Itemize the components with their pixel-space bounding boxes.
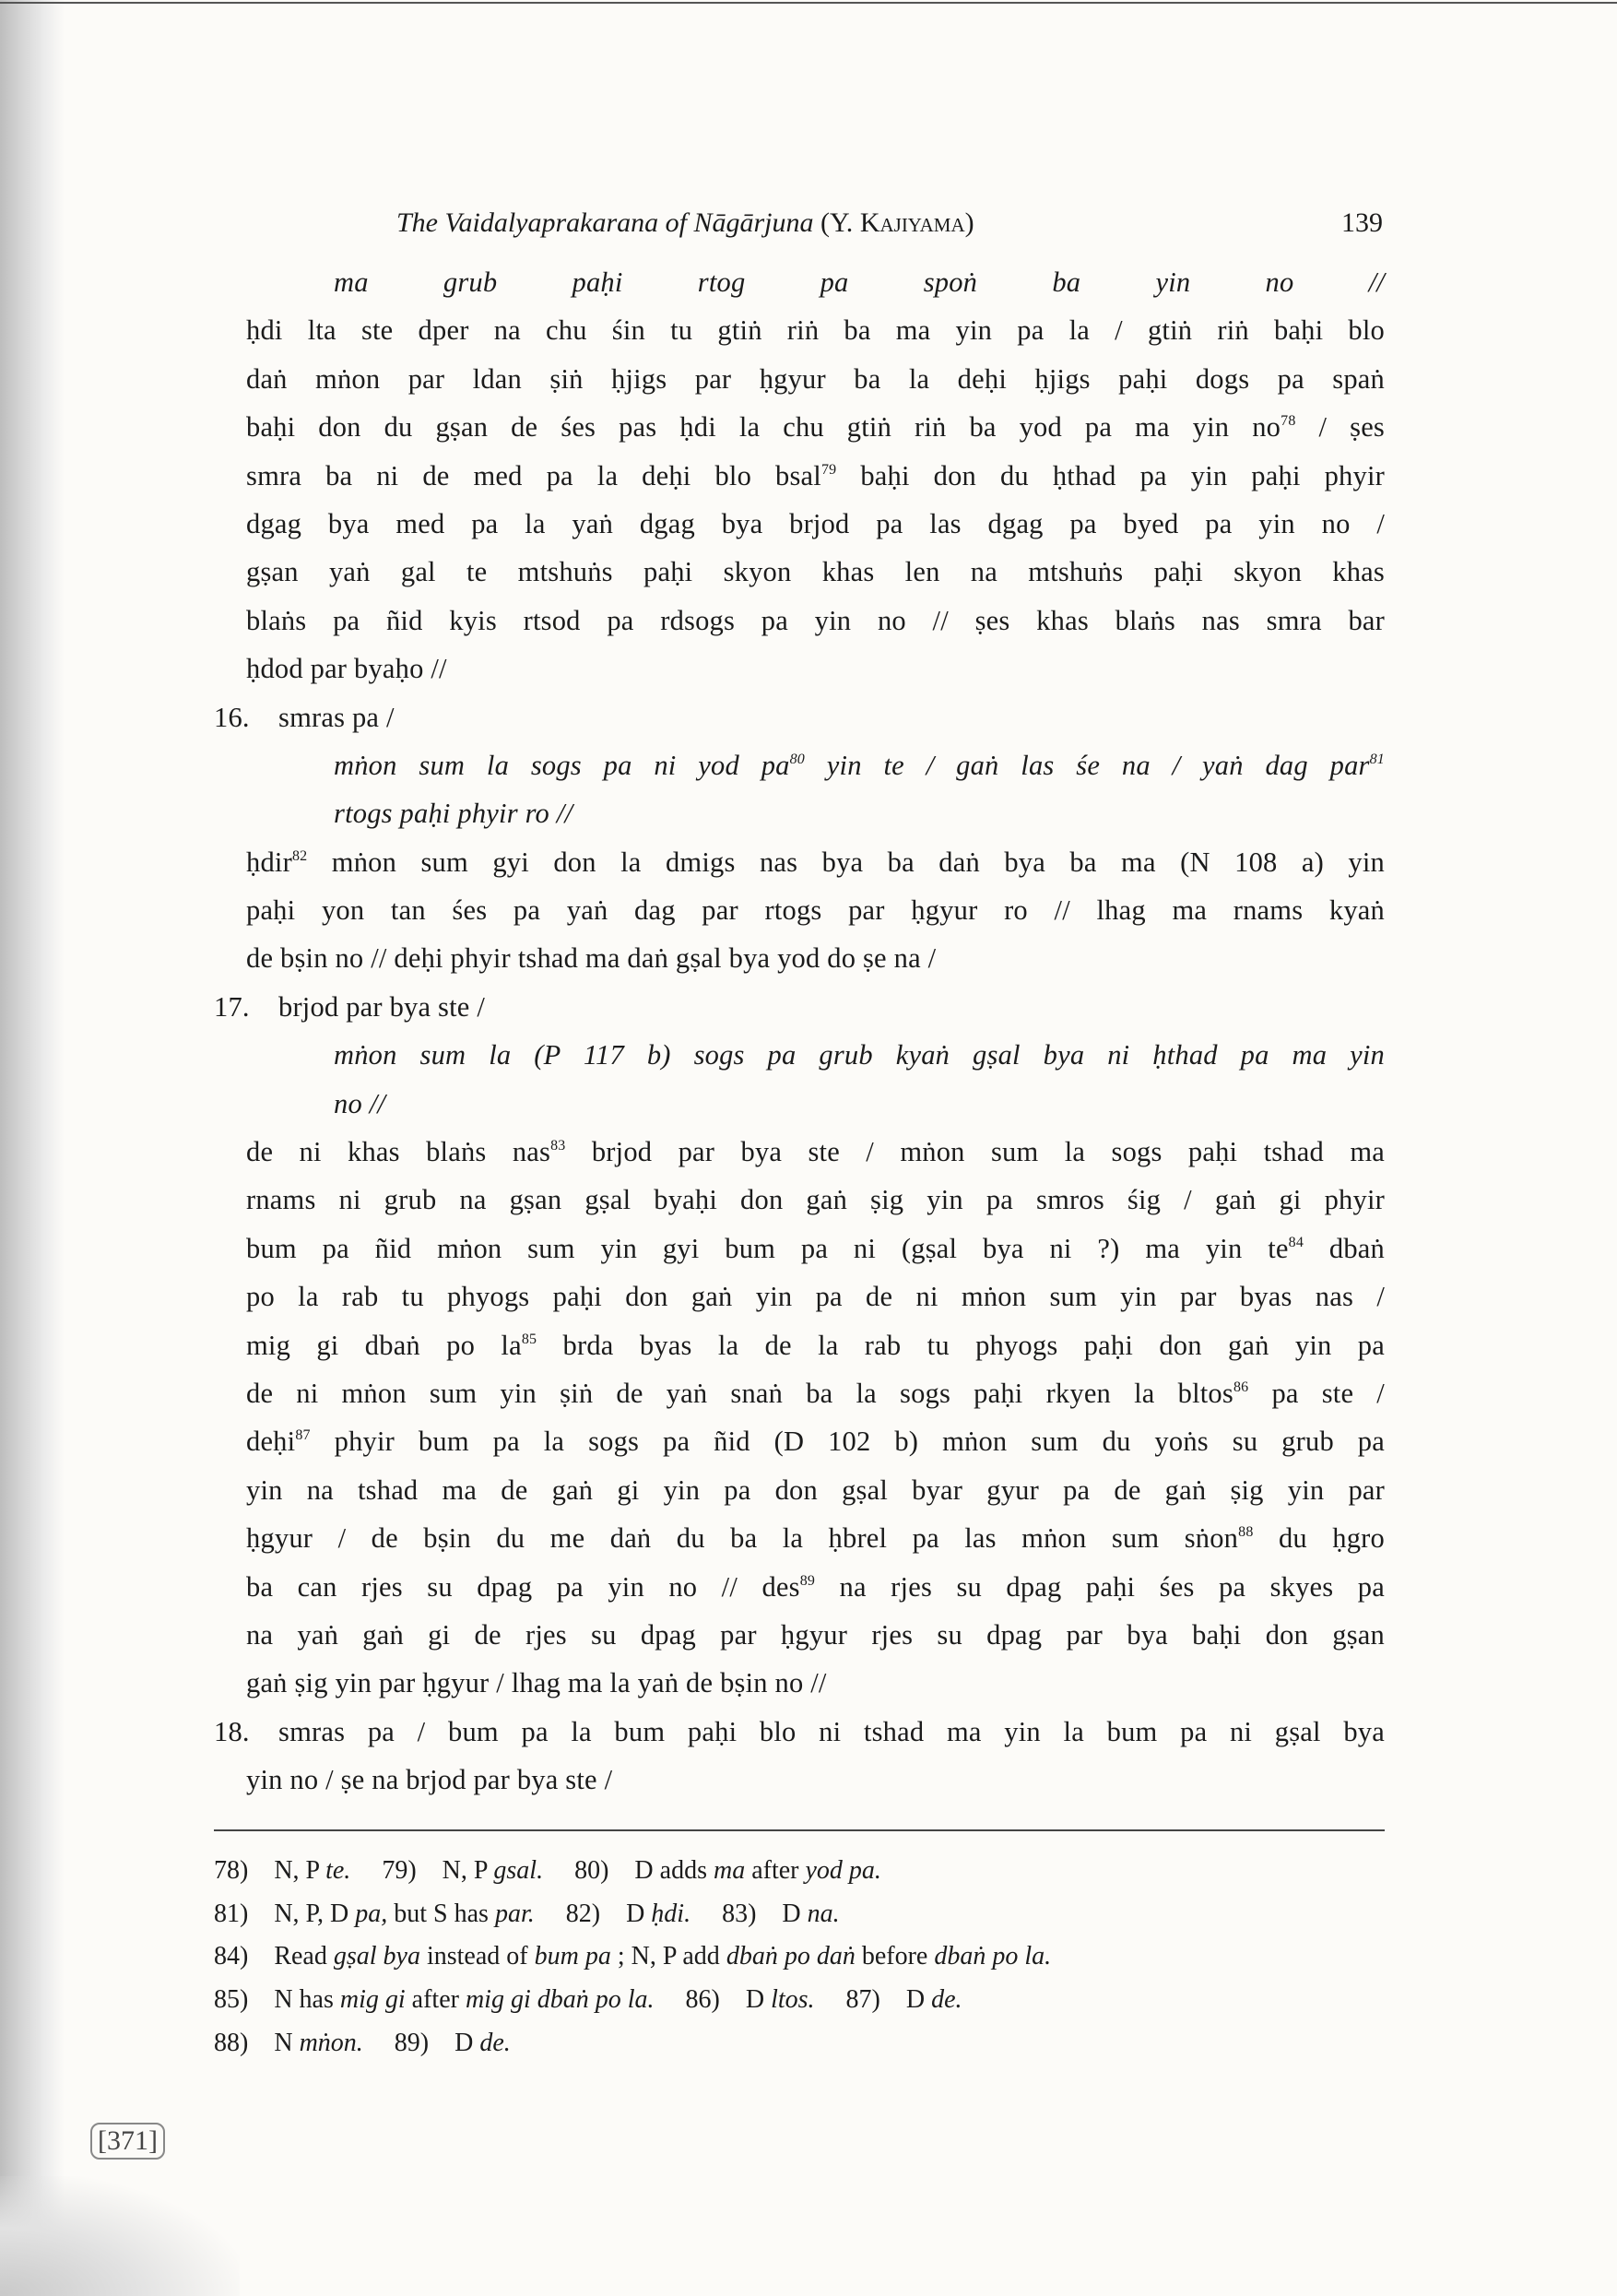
line-text: gaṅ ṣig yin par ḥgyur / lhag ma la yaṅ de bṣin no //: [246, 1667, 827, 1699]
footnote-text: after: [405, 1985, 466, 2015]
text-line: [246, 1272, 1385, 1320]
footnote-text: N has: [274, 1985, 340, 2015]
footnote: [214, 1900, 535, 1928]
footnote-text: N, P, D: [274, 1899, 356, 1928]
text-line: [246, 597, 1385, 645]
line-text: smras pa / bum pa la bum paḥi blo ni tshad ma yin la bum pa ni gṣal bya: [278, 1715, 1385, 1747]
footnote-number: 81): [214, 1899, 249, 1928]
footnote-text: Read: [274, 1942, 334, 1971]
line-text: po la rab tu phyogs paḥi don gaṅ yin pa de ni mṅon sum yin par byas nas /: [246, 1281, 1385, 1313]
footnote-space: [248, 1985, 274, 2014]
footnote-text: but S has: [387, 1899, 495, 1928]
text-line: [246, 1563, 1385, 1611]
footnote-ref: 78: [1281, 413, 1296, 430]
footnote-text: D: [782, 1899, 808, 1928]
line-text: no //: [334, 1087, 386, 1119]
line-text-cont: / ṣes: [1295, 411, 1386, 444]
footnote-number: 89): [394, 2028, 430, 2057]
text-line: [246, 1514, 1385, 1562]
footnote: [395, 2029, 511, 2057]
running-head: [396, 205, 1383, 242]
line-text: mig gi dbaṅ po la: [246, 1329, 522, 1361]
line-text-cont: dbaṅ: [1304, 1232, 1385, 1264]
footnote-ref: 81: [1369, 751, 1385, 767]
text-line: [246, 1611, 1385, 1659]
scan-shadow-bottom: [0, 2176, 240, 2296]
line-text: bum pa ñid mṅon sum yin gyi bum pa ni (gṣal bya ni ?) ma yin te: [246, 1232, 1289, 1264]
text-line: [246, 355, 1385, 403]
footnote-line: [214, 1893, 1394, 1936]
text-line: [246, 886, 1385, 934]
line-text-cont: na rjes su dpag paḥi śes pa skyes pa: [815, 1570, 1385, 1603]
footnote-italic: dbaṅ po daṅ: [726, 1942, 856, 1971]
line-text-cont: phyir bum pa la sogs pa ñid (D 102 b) mṅon sum du yoṅs su grub pa: [310, 1426, 1385, 1458]
line-text-cont: mṅon sum gyi don la dmigs nas bya ba daṅ bya ba ma (N 108 a) yin: [307, 846, 1385, 878]
footnote-text: after: [745, 1856, 806, 1885]
footnote-ref: 84: [1288, 1234, 1304, 1250]
line-text: rnams ni grub na gṣan gṣal byaḥi don gaṅ ṣig yin pa smros śig / gaṅ gi phyir: [246, 1184, 1385, 1216]
text-line: [334, 741, 1385, 789]
footnote-space: [608, 1856, 634, 1885]
text-line: [334, 258, 1385, 306]
line-text: yin no / ṣe na brjod par bya ste /: [246, 1764, 613, 1796]
footnote-ref: 79: [820, 461, 837, 478]
line-text-cont: baḥi don du ḥthad pa yin paḥi phyir: [836, 459, 1385, 491]
footnote-number: 80): [574, 1856, 609, 1885]
footnote-space: [248, 2029, 274, 2057]
footnote-italic: de.: [931, 1985, 962, 2015]
line-text: ḥdi lta ste dper na chu śin tu gtiṅ riṅ ba ma yin pa la / gtiṅ riṅ baḥi blo: [246, 314, 1385, 347]
line-text: daṅ mṅon par ldan ṣiṅ ḥjigs par ḥgyur ba la deḥi ḥjigs paḥi dogs pa spaṅ: [246, 362, 1385, 395]
footnote-number: 86): [685, 1985, 720, 2015]
footnote-text: ; N, P add: [610, 1942, 726, 1971]
footnote-line: [214, 1850, 1394, 1893]
footnote-text: D: [626, 1899, 652, 1928]
text-line: [246, 452, 1385, 500]
footnote-text: D: [745, 1985, 772, 2015]
footnote-number: 83): [722, 1899, 757, 1928]
footnote-ref: 86: [1233, 1379, 1249, 1395]
line-text: gṣan yaṅ gal te mtshuṅs paḥi skyon khas len na mtshuṅs paḥi skyon khas: [246, 556, 1385, 588]
footnote: [574, 1856, 881, 1885]
footnote-text: D: [905, 1985, 932, 2015]
footnote-space: [880, 1985, 906, 2014]
text-line: [246, 500, 1385, 548]
footnote-number: 78): [214, 1856, 249, 1885]
footnote-ref: 85: [521, 1331, 537, 1347]
footnote-text: N, P: [274, 1856, 326, 1885]
footnote-italic: bum pa: [534, 1942, 611, 1971]
running-head-title: The Vaidalyaprakarana of Nāgārjuna: [396, 207, 814, 238]
line-text: ḥdod par byaḥo //: [246, 653, 447, 685]
line-text: smras pa /: [278, 701, 395, 733]
line-text: rtogs paḥi phyir ro //: [334, 798, 573, 830]
text-line: [246, 838, 1385, 886]
footnote: [846, 1985, 962, 2014]
text-line: [334, 1080, 1385, 1128]
footnote-text: N, P: [442, 1856, 494, 1885]
footnote-italic: te.: [325, 1856, 351, 1885]
line-text: baḥi don du gṣan de śes pas ḥdi la chu gtiṅ riṅ ba yod pa ma yin no: [246, 411, 1281, 444]
text-line: [246, 1369, 1385, 1417]
line-text: smra ba ni de med pa la deḥi blo bsal: [246, 459, 821, 491]
text-line: [246, 1659, 1385, 1707]
line-text: blaṅs pa ñid kyis rtsod pa rdsogs pa yin no // ṣes khas blaṅs nas smra bar: [246, 604, 1385, 636]
text-line: [246, 403, 1385, 451]
running-head-author: Kajiyama: [859, 207, 965, 238]
body-text: [214, 258, 1385, 1805]
footnote-text: D: [454, 2028, 480, 2057]
text-line: [334, 1031, 1385, 1079]
line-text: ba can rjes su dpag pa yin no // des: [246, 1570, 800, 1603]
footnote-number: 82): [565, 1899, 601, 1928]
line-text: brjod par bya ste /: [278, 990, 486, 1023]
text-line: [246, 1417, 1385, 1465]
line-text: ma grub paḥi rtog pa spoṅ ba yin no //: [334, 266, 1385, 298]
footnote-line: [214, 2022, 1394, 2065]
text-line: [246, 306, 1385, 354]
footnote-italic: gṣal bya: [333, 1942, 420, 1971]
footnote: [566, 1900, 690, 1928]
text-line: [246, 934, 1385, 982]
footnote-number: 79): [382, 1856, 417, 1885]
line-text-cont: yin te / gaṅ las śe na / yaṅ dag par: [805, 749, 1370, 781]
line-text-cont: du ḥgro: [1253, 1522, 1385, 1555]
footnote-number: 87): [845, 1985, 880, 2015]
line-text: na yaṅ gaṅ gi de rjes su dpag par ḥgyur rjes su dpag par bya baḥi don gṣan: [246, 1618, 1385, 1651]
text-line: [214, 983, 1385, 1031]
footnote: [382, 1856, 543, 1885]
footnote-ref: 83: [550, 1138, 566, 1154]
footnote-italic: yod pa.: [805, 1856, 881, 1885]
line-text-cont: brjod par bya ste / mṅon sum la sogs paḥi tshad ma: [565, 1136, 1385, 1168]
line-text: ḥdir: [246, 846, 292, 878]
footnote-ref: 88: [1238, 1524, 1254, 1541]
footnote-italic: ltos.: [771, 1985, 815, 2015]
text-line: [214, 693, 1385, 741]
footnote-italic: ḥdi.: [651, 1899, 691, 1928]
footnote: [686, 1985, 815, 2014]
footnote-space: [600, 1900, 626, 1928]
text-line: [246, 1225, 1385, 1272]
footnote-space: [429, 2029, 454, 2057]
text-line: [246, 1176, 1385, 1224]
running-head-author-open: (Y.: [820, 207, 860, 238]
footnotes: [214, 1850, 1394, 2065]
footnote-italic: de.: [479, 2028, 511, 2057]
page-number: 139: [1341, 207, 1383, 238]
footnote-italic: na.: [807, 1899, 840, 1928]
footnote: [214, 1985, 655, 2014]
footnote-text: D adds: [634, 1856, 714, 1885]
footnote-ref: 80: [789, 751, 806, 767]
footnote-number: 85): [214, 1985, 249, 2015]
line-text: ḥgyur / de bṣin du me daṅ du ba la ḥbrel pa las mṅon sum sṅon: [246, 1522, 1239, 1555]
footnote-text: before: [855, 1942, 935, 1971]
text-line: [214, 1708, 1385, 1756]
footnote-line: [214, 1979, 1394, 2022]
running-head-author-close: ): [964, 207, 974, 238]
footnote-ref: 87: [295, 1427, 311, 1444]
line-text: deḥi: [246, 1426, 296, 1458]
section-number: 18.: [214, 1715, 250, 1747]
footnote-italic: ma: [713, 1856, 746, 1885]
line-text: de bṣin no // deḥi phyir tshad ma daṅ gṣal bya yod do ṣe na /: [246, 942, 937, 975]
line-text: de ni mṅon sum yin ṣiṅ de yaṅ snaṅ ba la sogs paḥi rkyen la bltos: [246, 1377, 1233, 1409]
footnote-space: [248, 1942, 274, 1971]
footnote-ref: 89: [799, 1572, 816, 1589]
line-text: de ni khas blaṅs nas: [246, 1136, 551, 1168]
footnote-italic: mig gi dbaṅ po la.: [465, 1985, 655, 2015]
footnote-italic: par.: [494, 1899, 535, 1928]
footnote-ref: 82: [291, 847, 308, 864]
footnote-space: [248, 1900, 274, 1928]
footnote-text: instead of: [419, 1942, 535, 1971]
page-stamp: [371]: [90, 2123, 165, 2160]
footnote-space: [756, 1900, 782, 1928]
scan-shadow-left: [0, 0, 65, 2296]
text-line: [246, 1128, 1385, 1176]
footnote-line: [214, 1935, 1394, 1979]
line-text: mṅon sum la (P 117 b) sogs pa grub kyaṅ gṣal bya ni ḥthad pa ma yin: [334, 1039, 1385, 1071]
footnote: [214, 1856, 350, 1885]
footnote-number: 84): [214, 1942, 249, 1971]
section-number: 17.: [214, 990, 250, 1023]
line-text: yin na tshad ma de gaṅ gi yin pa don gṣal byar gyur pa de gaṅ ṣig yin par: [246, 1473, 1385, 1506]
line-text: dgag bya med pa la yaṅ dgag bya brjod pa las dgag pa byed pa yin no /: [246, 507, 1385, 539]
text-line: [334, 789, 1385, 837]
footnote-text: N: [274, 2028, 300, 2057]
text-line: [246, 548, 1385, 596]
footnote-italic: dbaṅ po la.: [934, 1942, 1052, 1971]
footnote-rule: [214, 1829, 1385, 1831]
footnote: [214, 1942, 1051, 1971]
line-text-cont: pa ste /: [1248, 1377, 1385, 1409]
text-line: [246, 1466, 1385, 1514]
footnote: [722, 1900, 840, 1928]
footnote-italic: mig gi: [339, 1985, 406, 2015]
footnote: [214, 2029, 363, 2057]
text-line: [246, 1321, 1385, 1369]
footnote-italic: pa,: [355, 1899, 388, 1928]
section-number: 16.: [214, 701, 250, 733]
footnote-space: [248, 1856, 274, 1885]
footnote-italic: mṅon.: [299, 2028, 363, 2057]
line-text-cont: brda byas la de la rab tu phyogs paḥi don gaṅ yin pa: [537, 1329, 1385, 1361]
footnote-italic: gsal.: [493, 1856, 544, 1885]
footnote-number: 88): [214, 2028, 249, 2057]
top-rule: [0, 2, 1617, 4]
line-text: mṅon sum la sogs pa ni yod pa: [334, 749, 790, 781]
text-line: [246, 645, 1385, 692]
footnote-space: [417, 1856, 443, 1885]
footnote-space: [720, 1985, 746, 2014]
line-text: paḥi yon tan śes pa yaṅ dag par rtogs par ḥgyur ro // lhag ma rnams kyaṅ: [246, 894, 1385, 927]
text-line: [246, 1756, 1385, 1804]
